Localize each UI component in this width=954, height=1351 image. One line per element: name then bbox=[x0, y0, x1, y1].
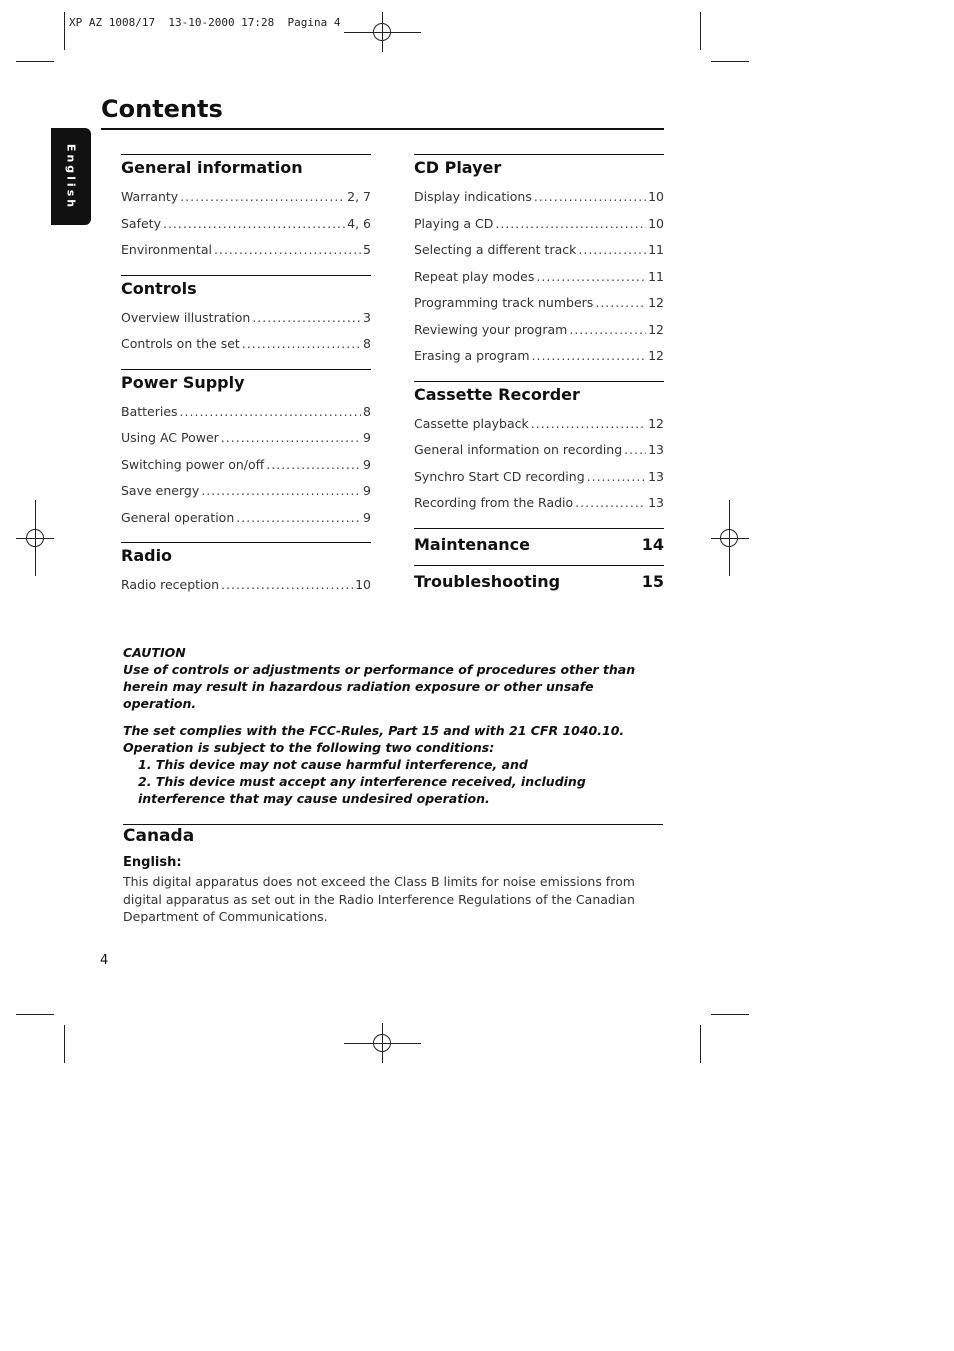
toc-item[interactable] bbox=[121, 237, 371, 264]
crop-mark bbox=[16, 61, 54, 62]
leader-dots bbox=[575, 490, 646, 517]
toc-item-label: Selecting a different track bbox=[414, 242, 577, 257]
crop-mark bbox=[700, 1025, 701, 1063]
toc-item[interactable] bbox=[121, 425, 371, 452]
leader-dots bbox=[534, 184, 646, 211]
toc-item[interactable] bbox=[121, 572, 371, 599]
crop-mark bbox=[700, 12, 701, 50]
toc-item[interactable] bbox=[121, 331, 371, 358]
toc-item[interactable] bbox=[414, 237, 664, 264]
leader-dots bbox=[624, 437, 646, 464]
toc-item-label: Playing a CD bbox=[414, 215, 494, 231]
fcc-intro: The set complies with the FCC-Rules, Part 15 and with 21 CFR 1040.10. Operation is subject to the following two conditions: bbox=[123, 723, 625, 755]
caution-title: CAUTION bbox=[123, 645, 186, 660]
toc-item[interactable] bbox=[414, 211, 664, 238]
toc-item-page: 11 bbox=[648, 268, 664, 284]
leader-dots bbox=[531, 411, 646, 438]
leader-dots bbox=[242, 331, 361, 358]
toc-item-page: 9 bbox=[363, 509, 371, 525]
leader-dots bbox=[163, 211, 345, 238]
toc-item-page: 9 bbox=[363, 430, 371, 445]
toc-item-page: 8 bbox=[363, 403, 371, 419]
toc-item[interactable] bbox=[414, 290, 664, 317]
language-tab bbox=[51, 128, 91, 225]
toc-item[interactable] bbox=[414, 411, 664, 438]
toc-item-page: 10 bbox=[648, 189, 664, 204]
toc-major-troubleshooting[interactable] bbox=[414, 565, 664, 594]
toc-item[interactable] bbox=[121, 211, 371, 238]
leader-dots bbox=[252, 305, 361, 332]
toc-section-power-supply bbox=[121, 369, 371, 532]
toc-item[interactable] bbox=[121, 399, 371, 426]
toc-item-label: Erasing a program bbox=[414, 348, 530, 363]
toc-item-label: Overview illustration bbox=[121, 309, 251, 325]
caution-text: Use of controls or adjustments or performance of procedures other than herein may result in hazardous radiation exposure or other unsafe operation. bbox=[123, 662, 636, 711]
toc-section-cd-player bbox=[414, 154, 664, 370]
toc-item-page: 9 bbox=[363, 483, 371, 498]
crop-mark bbox=[711, 61, 749, 62]
leader-dots bbox=[569, 317, 646, 344]
toc-item-label: Display indications bbox=[414, 189, 532, 204]
print-header: XP AZ 1008/17 13-10-2000 17:28 Pagina 4 bbox=[69, 16, 341, 29]
toc-item-page: 5 bbox=[363, 242, 371, 257]
leader-dots bbox=[180, 184, 345, 211]
language-tab-label: English bbox=[64, 143, 78, 210]
toc-item[interactable] bbox=[414, 437, 664, 464]
toc-item-label: General operation bbox=[121, 509, 235, 525]
toc-item-page: 10 bbox=[355, 577, 371, 592]
title-rule bbox=[101, 128, 664, 130]
leader-dots bbox=[214, 237, 361, 264]
toc-item[interactable] bbox=[121, 452, 371, 479]
toc-item-label: Controls on the set bbox=[121, 336, 240, 351]
toc-heading: Controls bbox=[121, 278, 197, 298]
leader-dots bbox=[221, 425, 361, 452]
toc-item-page: 10 bbox=[648, 215, 664, 231]
page-title: Contents bbox=[101, 95, 223, 123]
crop-mark bbox=[711, 1014, 749, 1015]
toc-item-page: 12 bbox=[648, 295, 664, 310]
toc-right-column bbox=[414, 154, 664, 602]
toc-item-label: Switching power on/off bbox=[121, 456, 265, 472]
toc-item-page: 13 bbox=[648, 468, 664, 484]
leader-dots bbox=[201, 478, 361, 505]
toc-section-general-information bbox=[121, 154, 371, 264]
fcc-condition-1: 1. This device may not cause harmful interference, and bbox=[138, 757, 528, 772]
toc-item-page: 4, 6 bbox=[347, 215, 371, 231]
toc-item-page: 12 bbox=[648, 415, 664, 431]
toc-item[interactable] bbox=[414, 490, 664, 517]
toc-item-label: Safety bbox=[121, 215, 161, 231]
page-number: 4 bbox=[100, 953, 109, 968]
leader-dots bbox=[536, 264, 646, 291]
leader-dots bbox=[532, 343, 647, 370]
toc-item-page: 13 bbox=[648, 495, 664, 510]
leader-dots bbox=[495, 211, 646, 238]
toc-item-label: Environmental bbox=[121, 242, 212, 257]
toc-item-label: Cassette playback bbox=[414, 415, 529, 431]
fcc-condition-2: 2. This device must accept any interference received, including interference that may cause undesired operation. bbox=[138, 774, 586, 806]
leader-dots bbox=[595, 290, 646, 317]
toc-item-label: Using AC Power bbox=[121, 430, 219, 445]
toc-item-label: Save energy bbox=[121, 483, 200, 498]
leader-dots bbox=[180, 399, 362, 426]
toc-left-column bbox=[121, 154, 371, 610]
leader-dots bbox=[578, 237, 646, 264]
toc-heading: Radio bbox=[121, 546, 173, 565]
toc-major-page: 15 bbox=[641, 571, 664, 591]
toc-item[interactable] bbox=[121, 305, 371, 332]
toc-major-page: 14 bbox=[641, 534, 664, 554]
toc-item[interactable] bbox=[121, 184, 371, 211]
toc-item-label: Recording from the Radio bbox=[414, 495, 574, 510]
toc-item-page: 9 bbox=[363, 456, 371, 472]
toc-section-controls bbox=[121, 275, 371, 358]
toc-heading: CD Player bbox=[414, 158, 502, 177]
crop-mark bbox=[64, 12, 65, 50]
toc-item[interactable] bbox=[414, 343, 664, 370]
caution-block bbox=[123, 644, 663, 807]
toc-item-page: 11 bbox=[648, 242, 664, 257]
toc-item-page: 8 bbox=[363, 336, 371, 351]
toc-item[interactable] bbox=[414, 184, 664, 211]
toc-major-maintenance[interactable] bbox=[414, 528, 664, 557]
crop-mark bbox=[16, 1014, 54, 1015]
toc-item[interactable] bbox=[414, 317, 664, 344]
toc-item-page: 2, 7 bbox=[347, 189, 371, 204]
toc-item-label: Batteries bbox=[121, 403, 178, 419]
toc-item-label: Repeat play modes bbox=[414, 268, 535, 284]
leader-dots bbox=[236, 505, 361, 532]
toc-item-label: Synchro Start CD recording bbox=[414, 468, 585, 484]
toc-item-label: Radio reception bbox=[121, 577, 220, 592]
toc-heading: General information bbox=[121, 158, 303, 177]
toc-item-label: Programming track numbers bbox=[414, 295, 594, 310]
toc-item-page: 3 bbox=[363, 309, 371, 325]
canada-subheading: English: bbox=[123, 855, 182, 870]
toc-major-label: Troubleshooting bbox=[414, 571, 561, 591]
crop-mark bbox=[64, 1025, 65, 1063]
toc-heading: Power Supply bbox=[121, 372, 245, 392]
toc-item[interactable] bbox=[121, 478, 371, 505]
toc-item[interactable] bbox=[121, 505, 371, 532]
toc-item[interactable] bbox=[414, 264, 664, 291]
toc-item-page: 13 bbox=[648, 442, 664, 457]
toc-major-label: Maintenance bbox=[414, 534, 531, 554]
canada-rule bbox=[123, 824, 663, 825]
leader-dots bbox=[587, 464, 646, 491]
toc-section-radio bbox=[121, 542, 371, 599]
toc-section-cassette-recorder bbox=[414, 381, 664, 517]
toc-item-label: Warranty bbox=[121, 189, 179, 204]
leader-dots bbox=[221, 572, 353, 599]
toc-item[interactable] bbox=[414, 464, 664, 491]
toc-heading: Cassette Recorder bbox=[414, 384, 580, 404]
leader-dots bbox=[266, 452, 361, 479]
toc-item-page: 12 bbox=[648, 348, 664, 363]
toc-item-label: Reviewing your program bbox=[414, 321, 568, 337]
canada-text: This digital apparatus does not exceed the Class B limits for noise emissions from digital apparatus as set out in the Radio Interference Regulations of the Canadian Department of Communications. bbox=[123, 874, 635, 924]
canada-heading: Canada bbox=[123, 826, 195, 846]
toc-item-page: 12 bbox=[648, 321, 664, 337]
toc-item-label: General information on recording bbox=[414, 442, 623, 457]
